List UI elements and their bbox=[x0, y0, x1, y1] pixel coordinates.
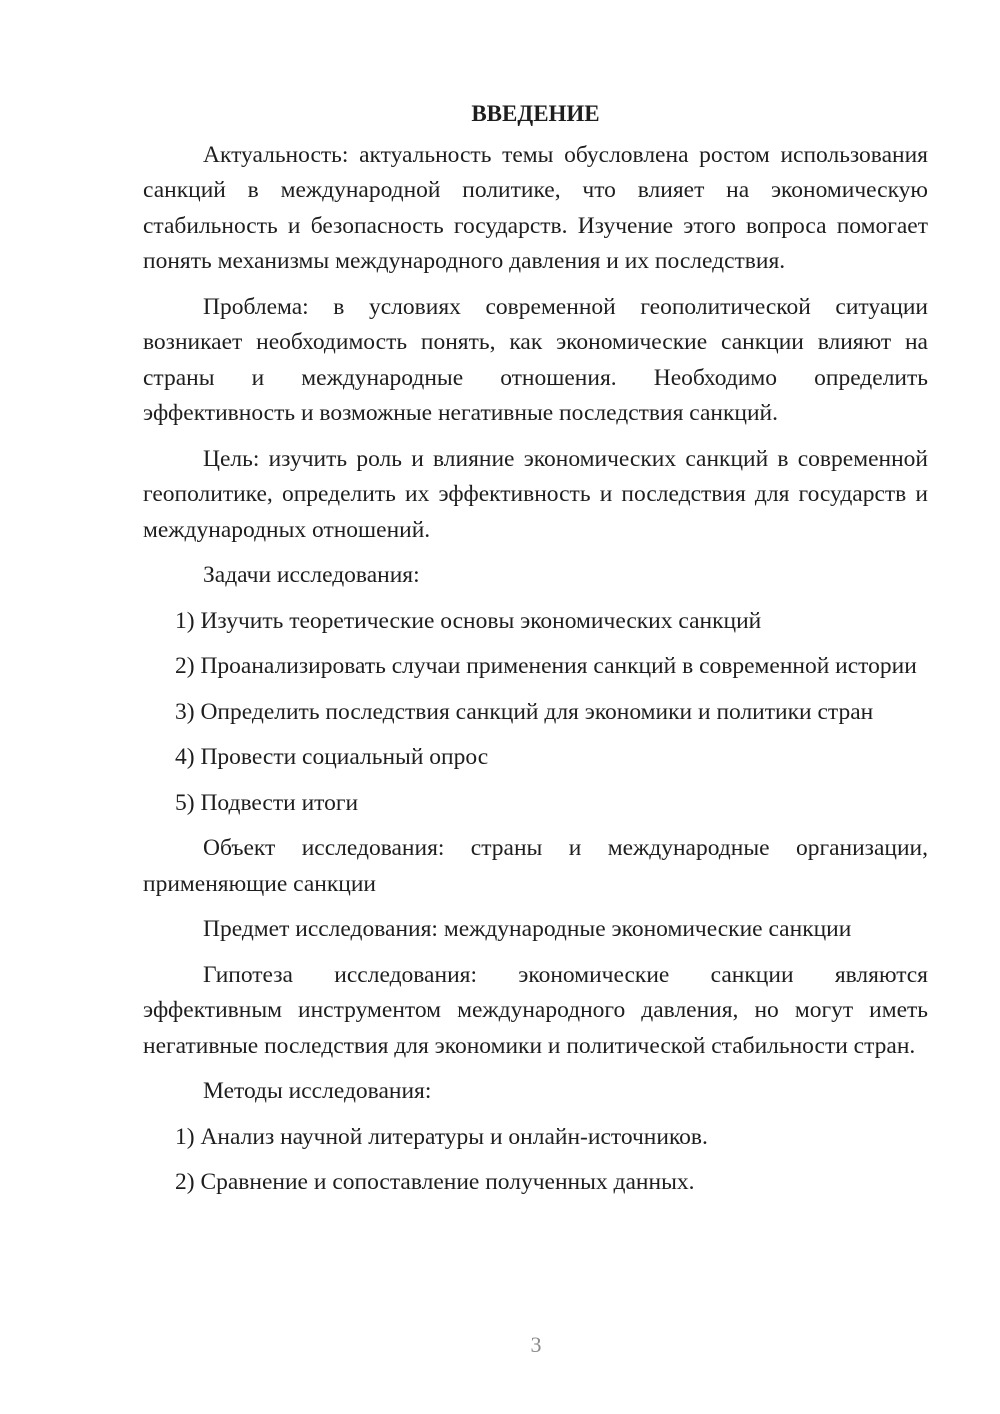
problem-paragraph: Проблема: в условиях современной геополитической ситуации возникает необходимость понять, как экономические санкции влияют на страны и международные отношения. Необходимо определить эффективность и возможные негативные последствия санкций. bbox=[143, 293, 928, 426]
method-item: 1) Анализ научной литературы и онлайн-источников. bbox=[175, 1123, 708, 1150]
method-item: 2) Сравнение и сопоставление полученных данных. bbox=[175, 1169, 695, 1195]
page-number: 3 bbox=[530, 1332, 542, 1357]
task-item: 2) Проанализировать случаи применения санкций в современной истории bbox=[175, 653, 917, 679]
page-content bbox=[143, 96, 928, 1211]
subject-paragraph: Предмет исследования: международные экономические санкции bbox=[203, 916, 852, 942]
goal-paragraph: Цель: изучить роль и влияние экономических санкций в современной геополитике, определить их эффективность и последствия для государств и международных отношений. bbox=[143, 445, 928, 543]
methods-heading: Методы исследования: bbox=[203, 1078, 432, 1104]
task-item: 5) Подвести итоги bbox=[175, 789, 359, 816]
hypothesis-paragraph: Гипотеза исследования: экономические санкции являются эффективным инструментом международного давления, но могут иметь негативные последствия для экономики и политической стабильности стран. bbox=[143, 961, 928, 1059]
tasks-heading: Задачи исследования: bbox=[203, 562, 420, 588]
section-title: ВВЕДЕНИЕ bbox=[471, 101, 600, 126]
relevance-paragraph: Актуальность: актуальность темы обусловлена ростом использования санкций в международной политике, что влияет на экономическую стабильность и безопасность государств. Изучение этого вопроса помогает понять механизмы международного давления и их последствия. bbox=[143, 141, 928, 274]
task-item: 1) Изучить теоретические основы экономических санкций bbox=[175, 607, 762, 634]
task-item: 3) Определить последствия санкций для экономики и политики стран bbox=[175, 698, 874, 725]
object-paragraph: Объект исследования: страны и международные организации, применяющие санкции bbox=[143, 835, 928, 897]
task-item: 4) Провести социальный опрос bbox=[175, 744, 489, 770]
